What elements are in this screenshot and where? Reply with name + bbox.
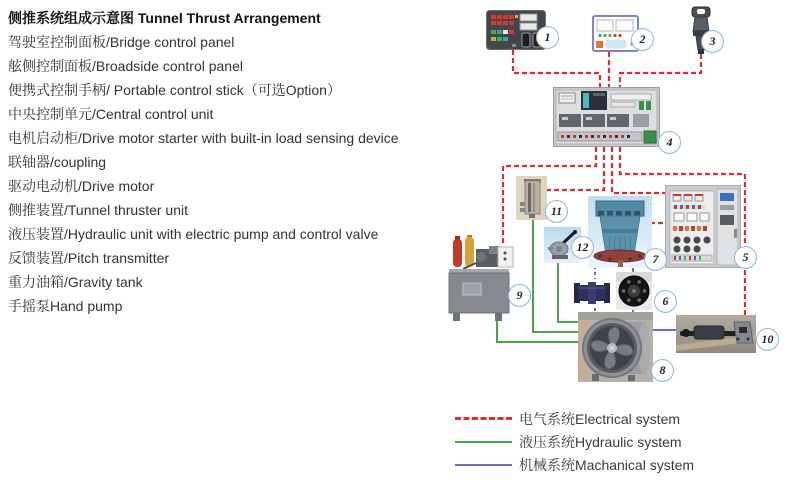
badge-12: 12 <box>571 236 594 259</box>
badge-9: 9 <box>508 284 531 307</box>
gravity-tank <box>516 176 547 220</box>
central-control-unit <box>553 87 660 147</box>
bridge-control-panel <box>486 10 546 50</box>
electrical-line-swatch <box>455 417 512 420</box>
mechanical-line-swatch <box>455 464 512 466</box>
component-item-portable-stick: 便携式控制手柄/ Portable control stick（可选Option） <box>8 82 341 98</box>
legend-label-mechanical: 机械系统Machanical system <box>519 456 695 473</box>
badge-7: 7 <box>644 248 667 271</box>
component-item-hand-pump: 手摇泵Hand pump <box>8 298 123 314</box>
pitch-transmitter <box>676 315 756 353</box>
hydraulic-line-swatch <box>455 441 512 443</box>
badge-11: 11 <box>545 200 568 223</box>
legend-row-hydraulic <box>455 430 694 453</box>
badge-4: 4 <box>658 131 681 154</box>
component-item-coupling: 联轴器/coupling <box>8 154 107 170</box>
component-item-hydraulic-unit: 液压装置/Hydraulic unit with electric pump and control valve <box>8 226 379 242</box>
legend-label-electrical: 电气系统Electrical system <box>519 410 681 427</box>
tunnel-thruster <box>578 312 653 382</box>
badge-5: 5 <box>734 246 757 269</box>
legend-label-hydraulic: 液压系统Hydraulic system <box>519 433 682 450</box>
legend-row-electrical <box>455 407 694 430</box>
shaft-coupling <box>572 277 612 309</box>
component-item-bridge-panel: 驾驶室控制面板/Bridge control panel <box>8 34 235 50</box>
coupling <box>616 272 652 310</box>
component-item-pitch-transmitter: 反馈装置/Pitch transmitter <box>8 250 170 266</box>
hydraulic-unit <box>443 233 516 323</box>
badge-6: 6 <box>654 290 677 313</box>
badge-8: 8 <box>651 359 674 382</box>
component-item-motor-starter: 电机启动柜/Drive motor starter with built-in load sensing device <box>8 130 399 146</box>
badge-1: 1 <box>536 26 559 49</box>
component-item-broadside-panel: 舷侧控制面板/Broadside control panel <box>8 58 243 74</box>
badge-2: 2 <box>631 28 654 51</box>
component-item-central-control: 中央控制单元/Central control unit <box>8 106 214 122</box>
badge-10: 10 <box>756 328 779 351</box>
badge-3: 3 <box>701 30 724 53</box>
legend <box>455 407 694 476</box>
component-item-thruster-unit: 侧推装置/Tunnel thruster unit <box>8 202 188 218</box>
component-item-drive-motor: 驱动电动机/Drive motor <box>8 178 155 194</box>
drive-motor <box>588 196 652 268</box>
legend-row-mechanical <box>455 453 694 476</box>
drive-motor-starter <box>665 185 741 268</box>
component-item-gravity-tank: 重力油箱/Gravity tank <box>8 274 143 290</box>
page-title: 侧推系统组成示意图 Tunnel Thrust Arrangement <box>8 10 321 26</box>
